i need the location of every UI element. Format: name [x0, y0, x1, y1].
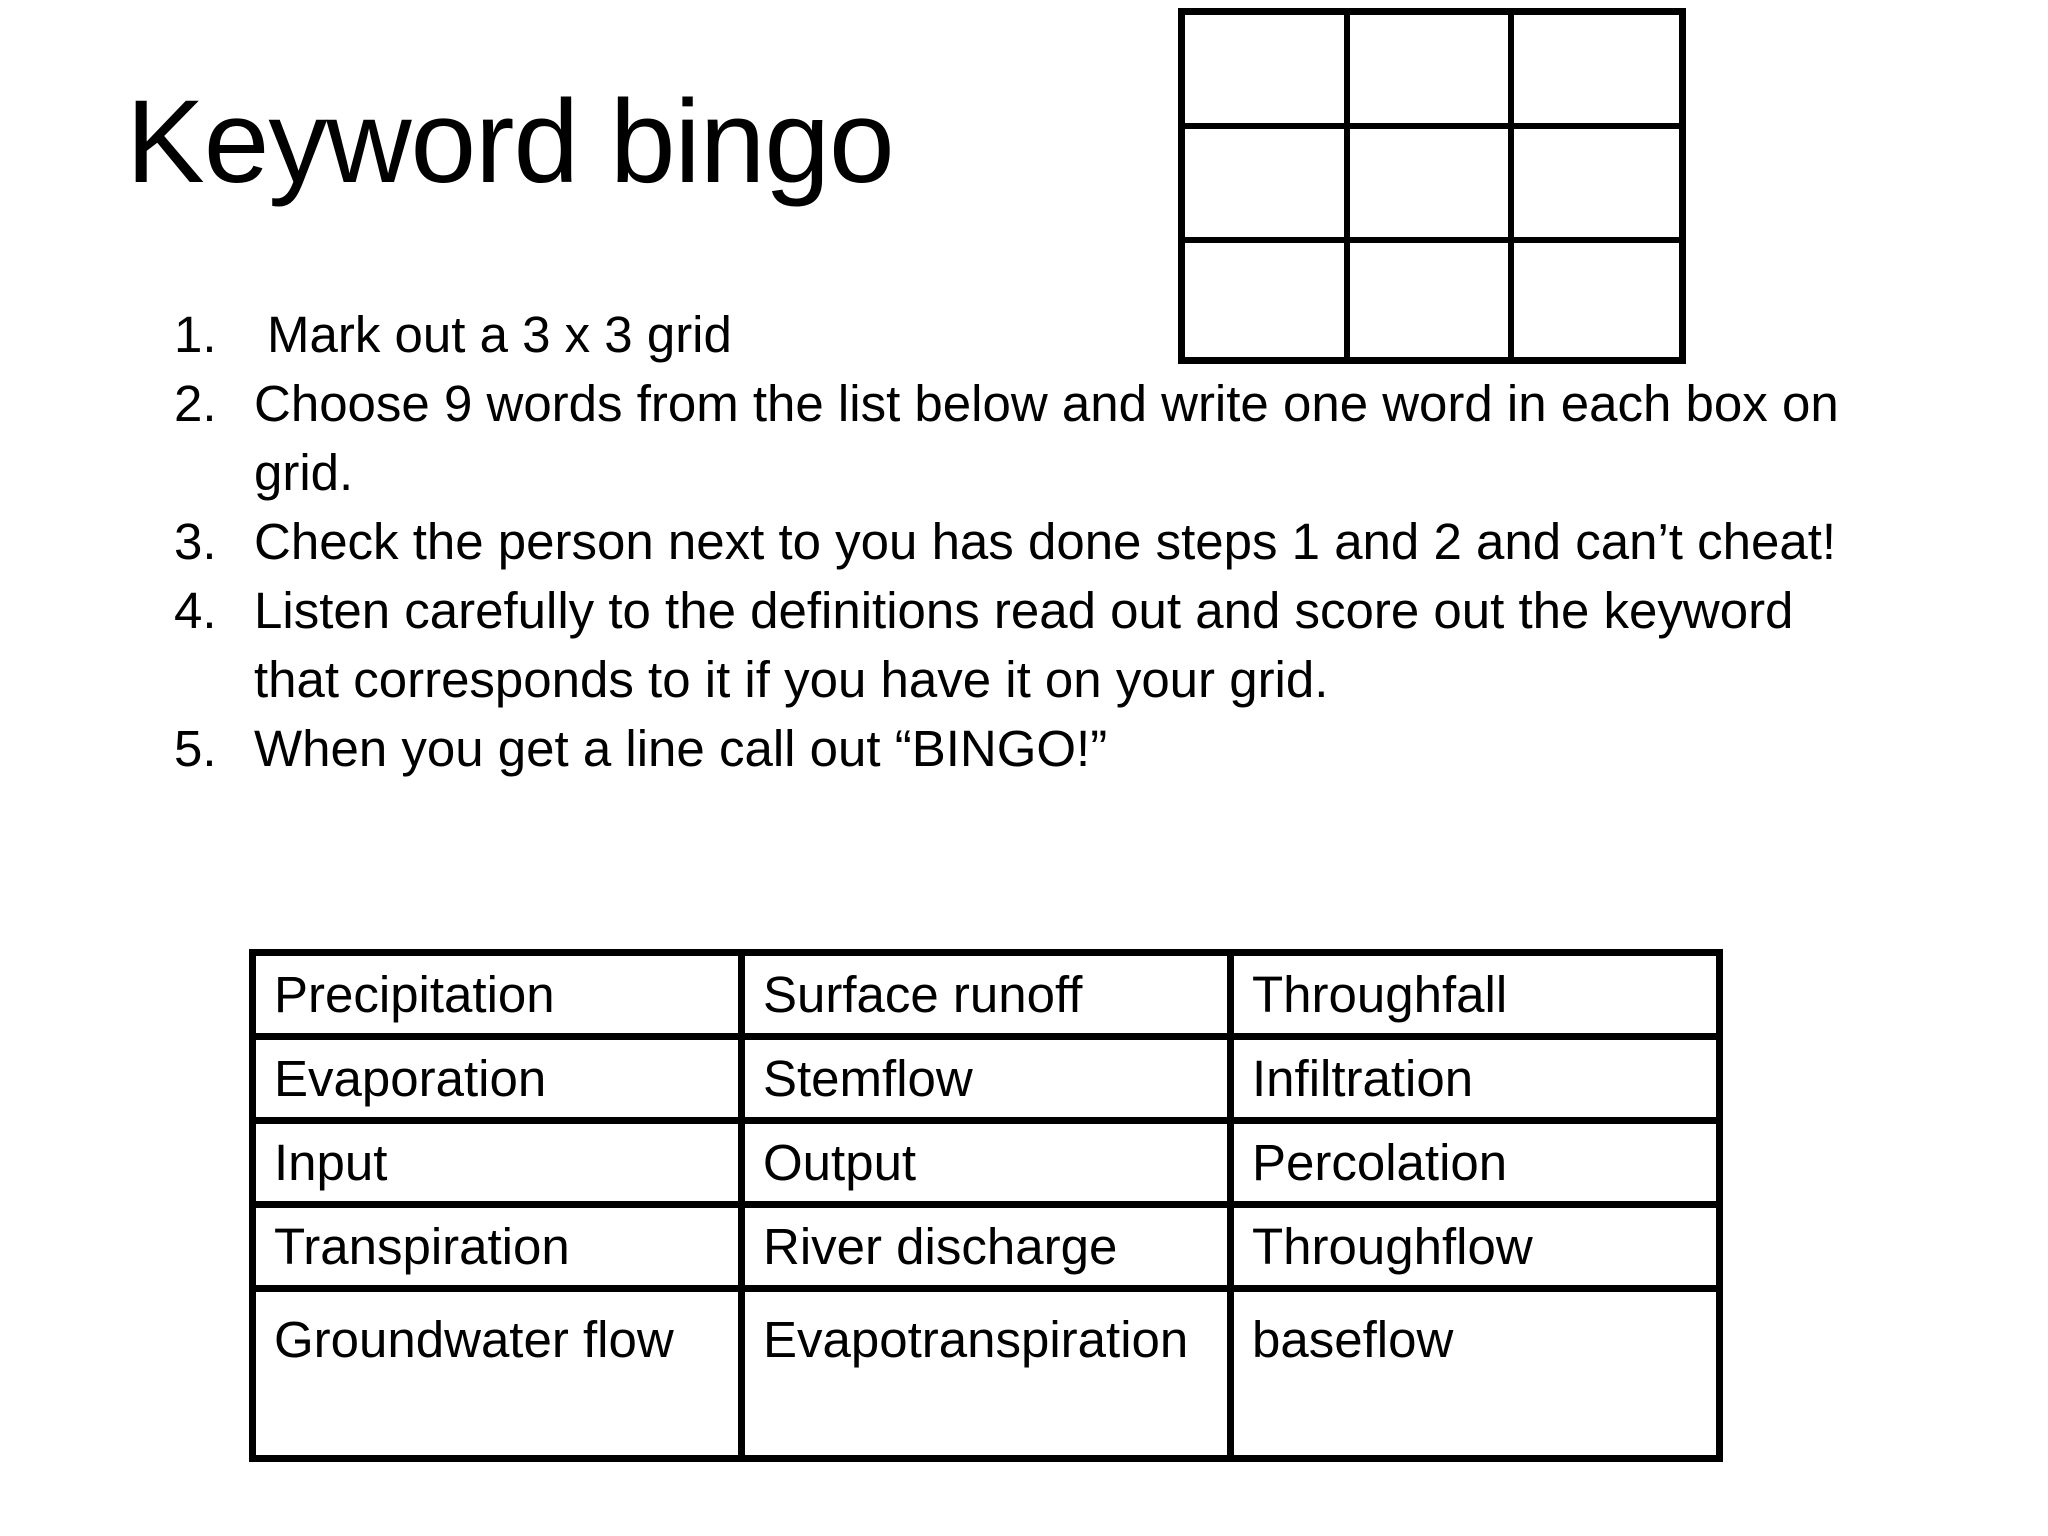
table-cell: baseflow — [1231, 1289, 1720, 1459]
table-row — [253, 1121, 1720, 1205]
table-cell: Surface runoff — [742, 953, 1231, 1037]
table-cell: Evaporation — [253, 1037, 742, 1121]
step-text: Mark out a 3 x 3 grid — [267, 306, 732, 363]
table-cell: Throughfall — [1231, 953, 1720, 1037]
instruction-step-1 — [170, 300, 1850, 369]
instruction-step-2 — [170, 369, 1850, 507]
bingo-grid-cell — [1514, 129, 1679, 243]
bingo-grid-cell — [1350, 129, 1515, 243]
table-cell: Stemflow — [742, 1037, 1231, 1121]
step-text: Choose 9 words from the list below and write one word in each box on grid. — [254, 375, 1839, 501]
instruction-step-3 — [170, 507, 1850, 576]
table-cell: Percolation — [1231, 1121, 1720, 1205]
step-number: 4. — [174, 582, 217, 639]
bingo-grid-cell — [1185, 129, 1350, 243]
table-cell: Output — [742, 1121, 1231, 1205]
bingo-grid-cell — [1514, 15, 1679, 129]
table-cell: Transpiration — [253, 1205, 742, 1289]
step-text: When you get a line call out “BINGO!” — [254, 720, 1108, 777]
table-cell: Infiltration — [1231, 1037, 1720, 1121]
step-text: Listen carefully to the definitions read out and score out the keyword that corresponds to it if you have it on your grid. — [254, 582, 1794, 708]
instruction-list — [170, 300, 1850, 783]
step-text: Check the person next to you has done steps 1 and 2 and can’t cheat! — [254, 513, 1837, 570]
table-cell: Precipitation — [253, 953, 742, 1037]
table-cell: Groundwater flow — [253, 1289, 742, 1459]
bingo-grid-cell — [1185, 15, 1350, 129]
step-number: 3. — [174, 513, 217, 570]
instruction-step-4 — [170, 576, 1850, 714]
step-number: 2. — [174, 375, 217, 432]
step-number: 5. — [174, 720, 217, 777]
table-row — [253, 1205, 1720, 1289]
table-row — [253, 1037, 1720, 1121]
table-cell: River discharge — [742, 1205, 1231, 1289]
keyword-table — [249, 949, 1723, 1462]
table-row — [253, 1289, 1720, 1459]
step-number: 1. — [174, 306, 217, 363]
instruction-step-5 — [170, 714, 1850, 783]
table-cell: Input — [253, 1121, 742, 1205]
bingo-grid-cell — [1350, 15, 1515, 129]
table-cell: Throughflow — [1231, 1205, 1720, 1289]
table-row — [253, 953, 1720, 1037]
table-cell: Evapotranspiration — [742, 1289, 1231, 1459]
page-title: Keyword bingo — [126, 76, 894, 208]
